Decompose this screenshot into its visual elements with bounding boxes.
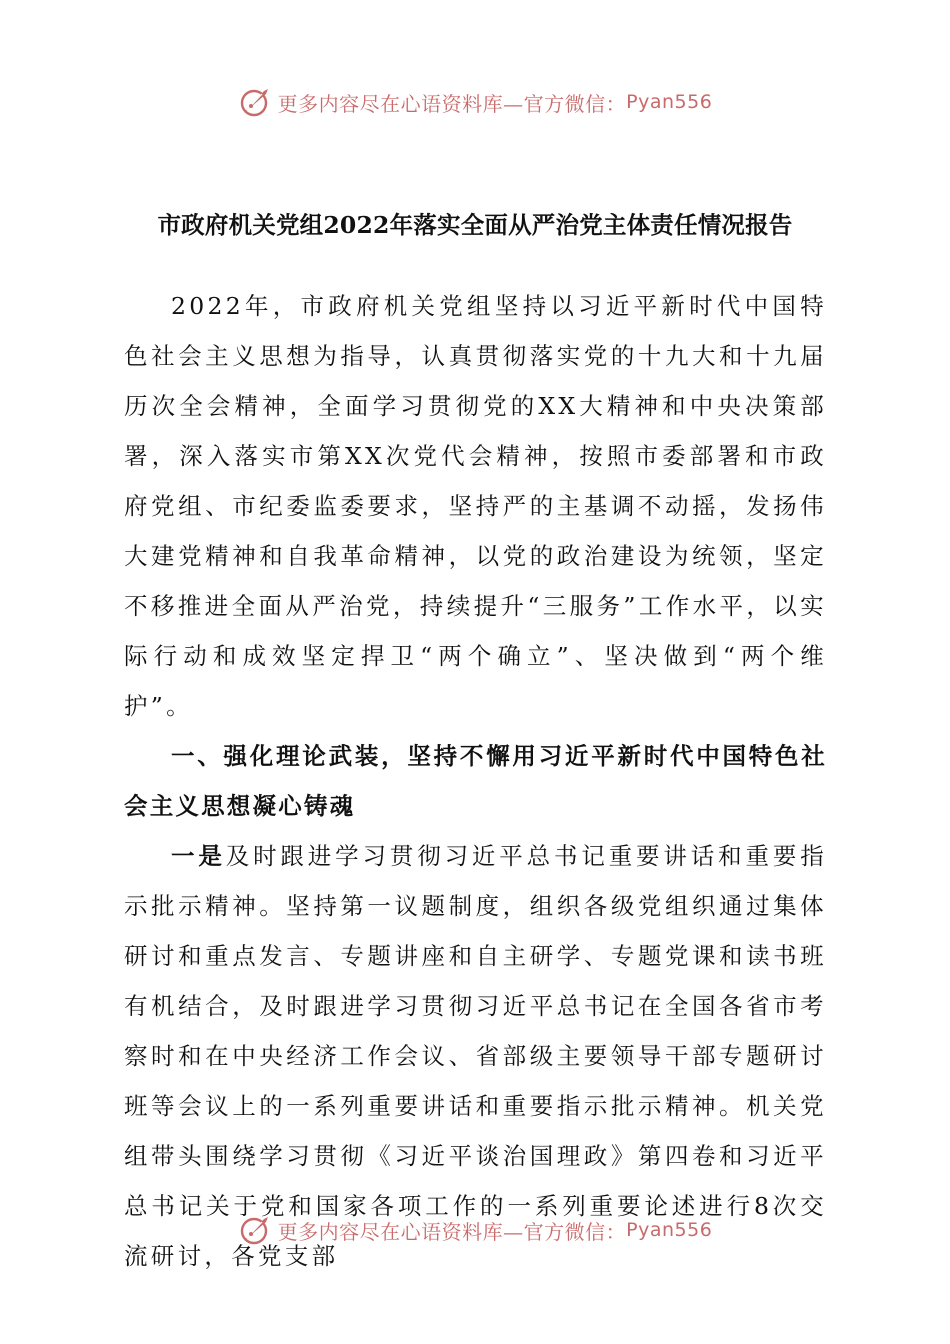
section-heading-1: 一、强化理论武装，坚持不懈用习近平新时代中国特色社会主义思想凝心铸魂 bbox=[124, 742, 827, 820]
intro-paragraph: 2022年，市政府机关党组坚持以习近平新时代中国特色社会主义思想为指导，认真贯彻落实党的十九大和十九届历次全会精神，全面学习贯彻党的XX大精神和中央决策部署，深入落实市第XX次党代会精神，按照市委部署和市政府党组、市纪委监委要求，坚持严的主基调不动摇，发扬伟大建党精神和自我革命精神，以党的政治建设为统领，坚定不移推进全面从严治党，持续提升“三服务”工作水平，以实际行动和成效坚定捍卫“两个确立”、坚决做到“两个维护”。 bbox=[124, 292, 827, 720]
document-body bbox=[124, 281, 827, 1281]
watermark-wechat-id: Pyan556 bbox=[626, 1219, 713, 1241]
watermark-wechat-id: Pyan556 bbox=[626, 91, 713, 113]
watermark-text: 更多内容尽在心语资料库—官方微信： bbox=[277, 1219, 627, 1244]
quill-logo-icon bbox=[238, 1213, 272, 1247]
point-text: 及时跟进学习贯彻习近平总书记重要讲话和重要指示批示精神。坚持第一议题制度，组织各级党组织通过集体研讨和重点发言、专题讲座和自主研学、专题党课和读书班有机结合，及时跟进学习贯彻习近平总书记在全国各省市考察时和在中央经济工作会议、省部级主要领导干部专题研讨班等会议上的一系列重要讲话和重要指示批示精神。机关党组带头围绕学习贯彻《习近平谈治国理政》第四卷和习近平总书记关于党和国家各项工作的一系列重要论述进行8次交流研讨，各党支部 bbox=[124, 842, 827, 1270]
watermark-banner-top bbox=[0, 80, 950, 124]
document-title: 市政府机关党组2022年落实全面从严治党主体责任情况报告 bbox=[157, 211, 793, 239]
watermark-banner-bottom bbox=[0, 1208, 950, 1252]
point-lead: 一是 bbox=[171, 842, 226, 870]
quill-logo-icon bbox=[238, 85, 272, 119]
watermark-text: 更多内容尽在心语资料库—官方微信： bbox=[277, 91, 627, 116]
